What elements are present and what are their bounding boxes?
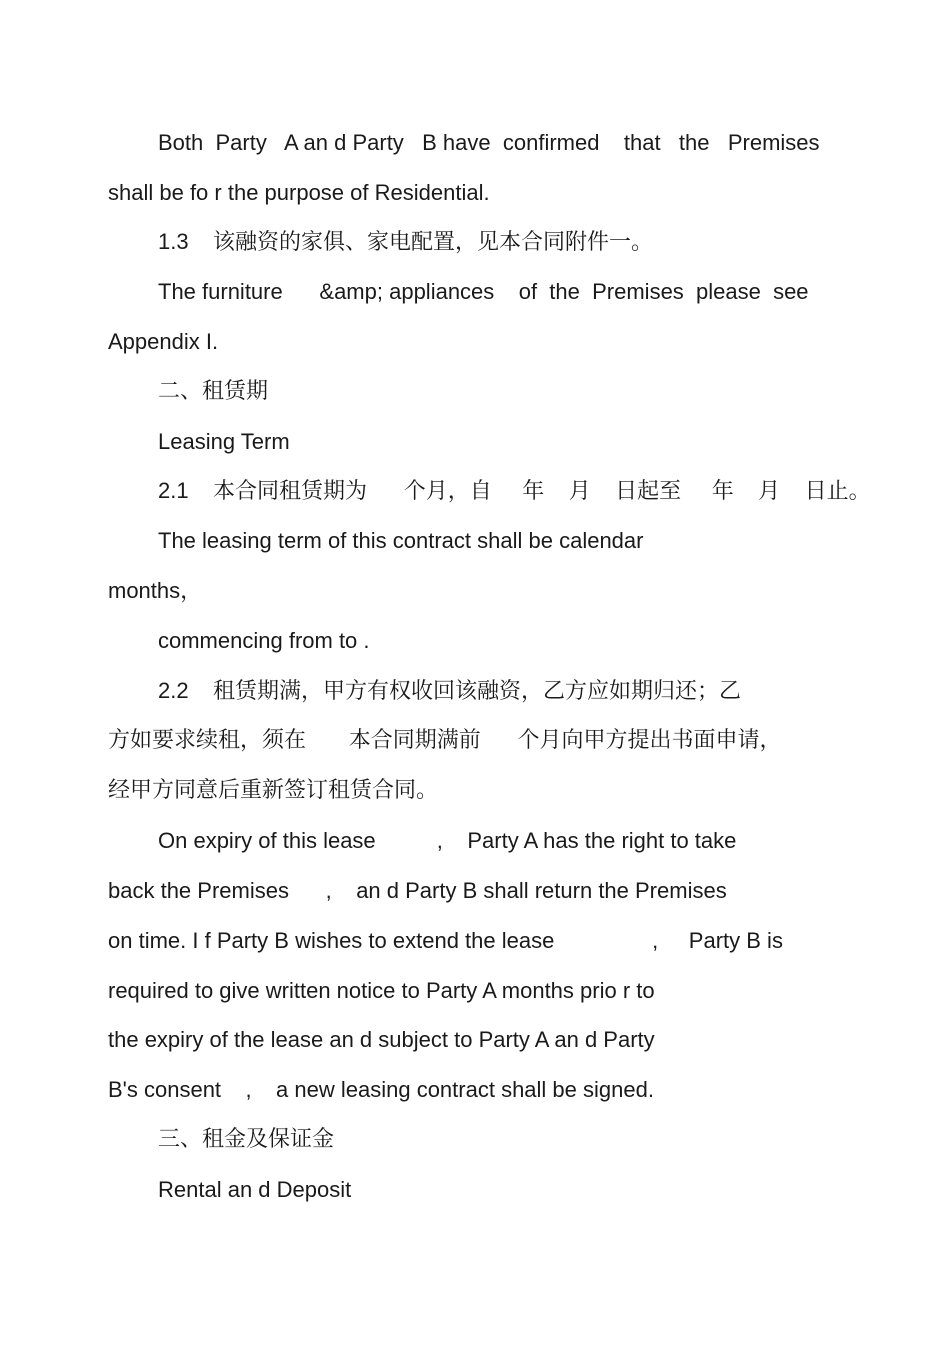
clause-line: 2.2 租赁期满，甲方有权收回该融资，乙方应如期归还；乙 bbox=[158, 678, 742, 703]
paragraph-line: 经甲方同意后重新签订租赁合同。 bbox=[108, 777, 439, 802]
paragraph-line: On expiry of this lease , Party A has the right to take bbox=[158, 828, 737, 853]
section-heading: 三、租金及保证金 bbox=[158, 1126, 335, 1151]
section-heading: Leasing Term bbox=[158, 429, 290, 454]
paragraph-line: months， bbox=[108, 578, 203, 603]
paragraph-line: back the Premises , an d Party B shall return the Premises bbox=[108, 878, 727, 903]
paragraph-line: B's consent , a new leasing contract shall be signed. bbox=[108, 1077, 654, 1102]
section-heading: Rental an d Deposit bbox=[158, 1177, 352, 1202]
paragraph-line: The leasing term of this contract shall be calendar bbox=[158, 528, 644, 553]
paragraph-line: Both Party A an d Party B have confirmed that the Premises bbox=[158, 130, 820, 155]
paragraph-line: the expiry of the lease an d subject to Party A an d Party bbox=[108, 1027, 655, 1052]
section-heading: 二、租赁期 bbox=[158, 378, 269, 403]
paragraph-line: required to give written notice to Party A months prio r to bbox=[108, 978, 655, 1003]
paragraph-line: 方如要求续租，须在 本合同期满前 个月向甲方提出书面申请， bbox=[108, 727, 782, 752]
clause-line: 1.3 该融资的家俱、家电配置，见本合同附件一。 bbox=[158, 229, 654, 254]
paragraph-line: commencing from to . bbox=[158, 628, 370, 653]
paragraph-line: on time. I f Party B wishes to extend the lease , Party B is bbox=[108, 928, 783, 953]
paragraph-line: Appendix I. bbox=[108, 329, 219, 354]
paragraph-line: The furniture &amp; appliances of the Premises please see bbox=[158, 279, 809, 304]
clause-line: 2.1 本合同租赁期为 个月，自 年 月 日起至 年 月 日止。 bbox=[158, 478, 871, 503]
paragraph-line: shall be fo r the purpose of Residential. bbox=[108, 180, 490, 205]
